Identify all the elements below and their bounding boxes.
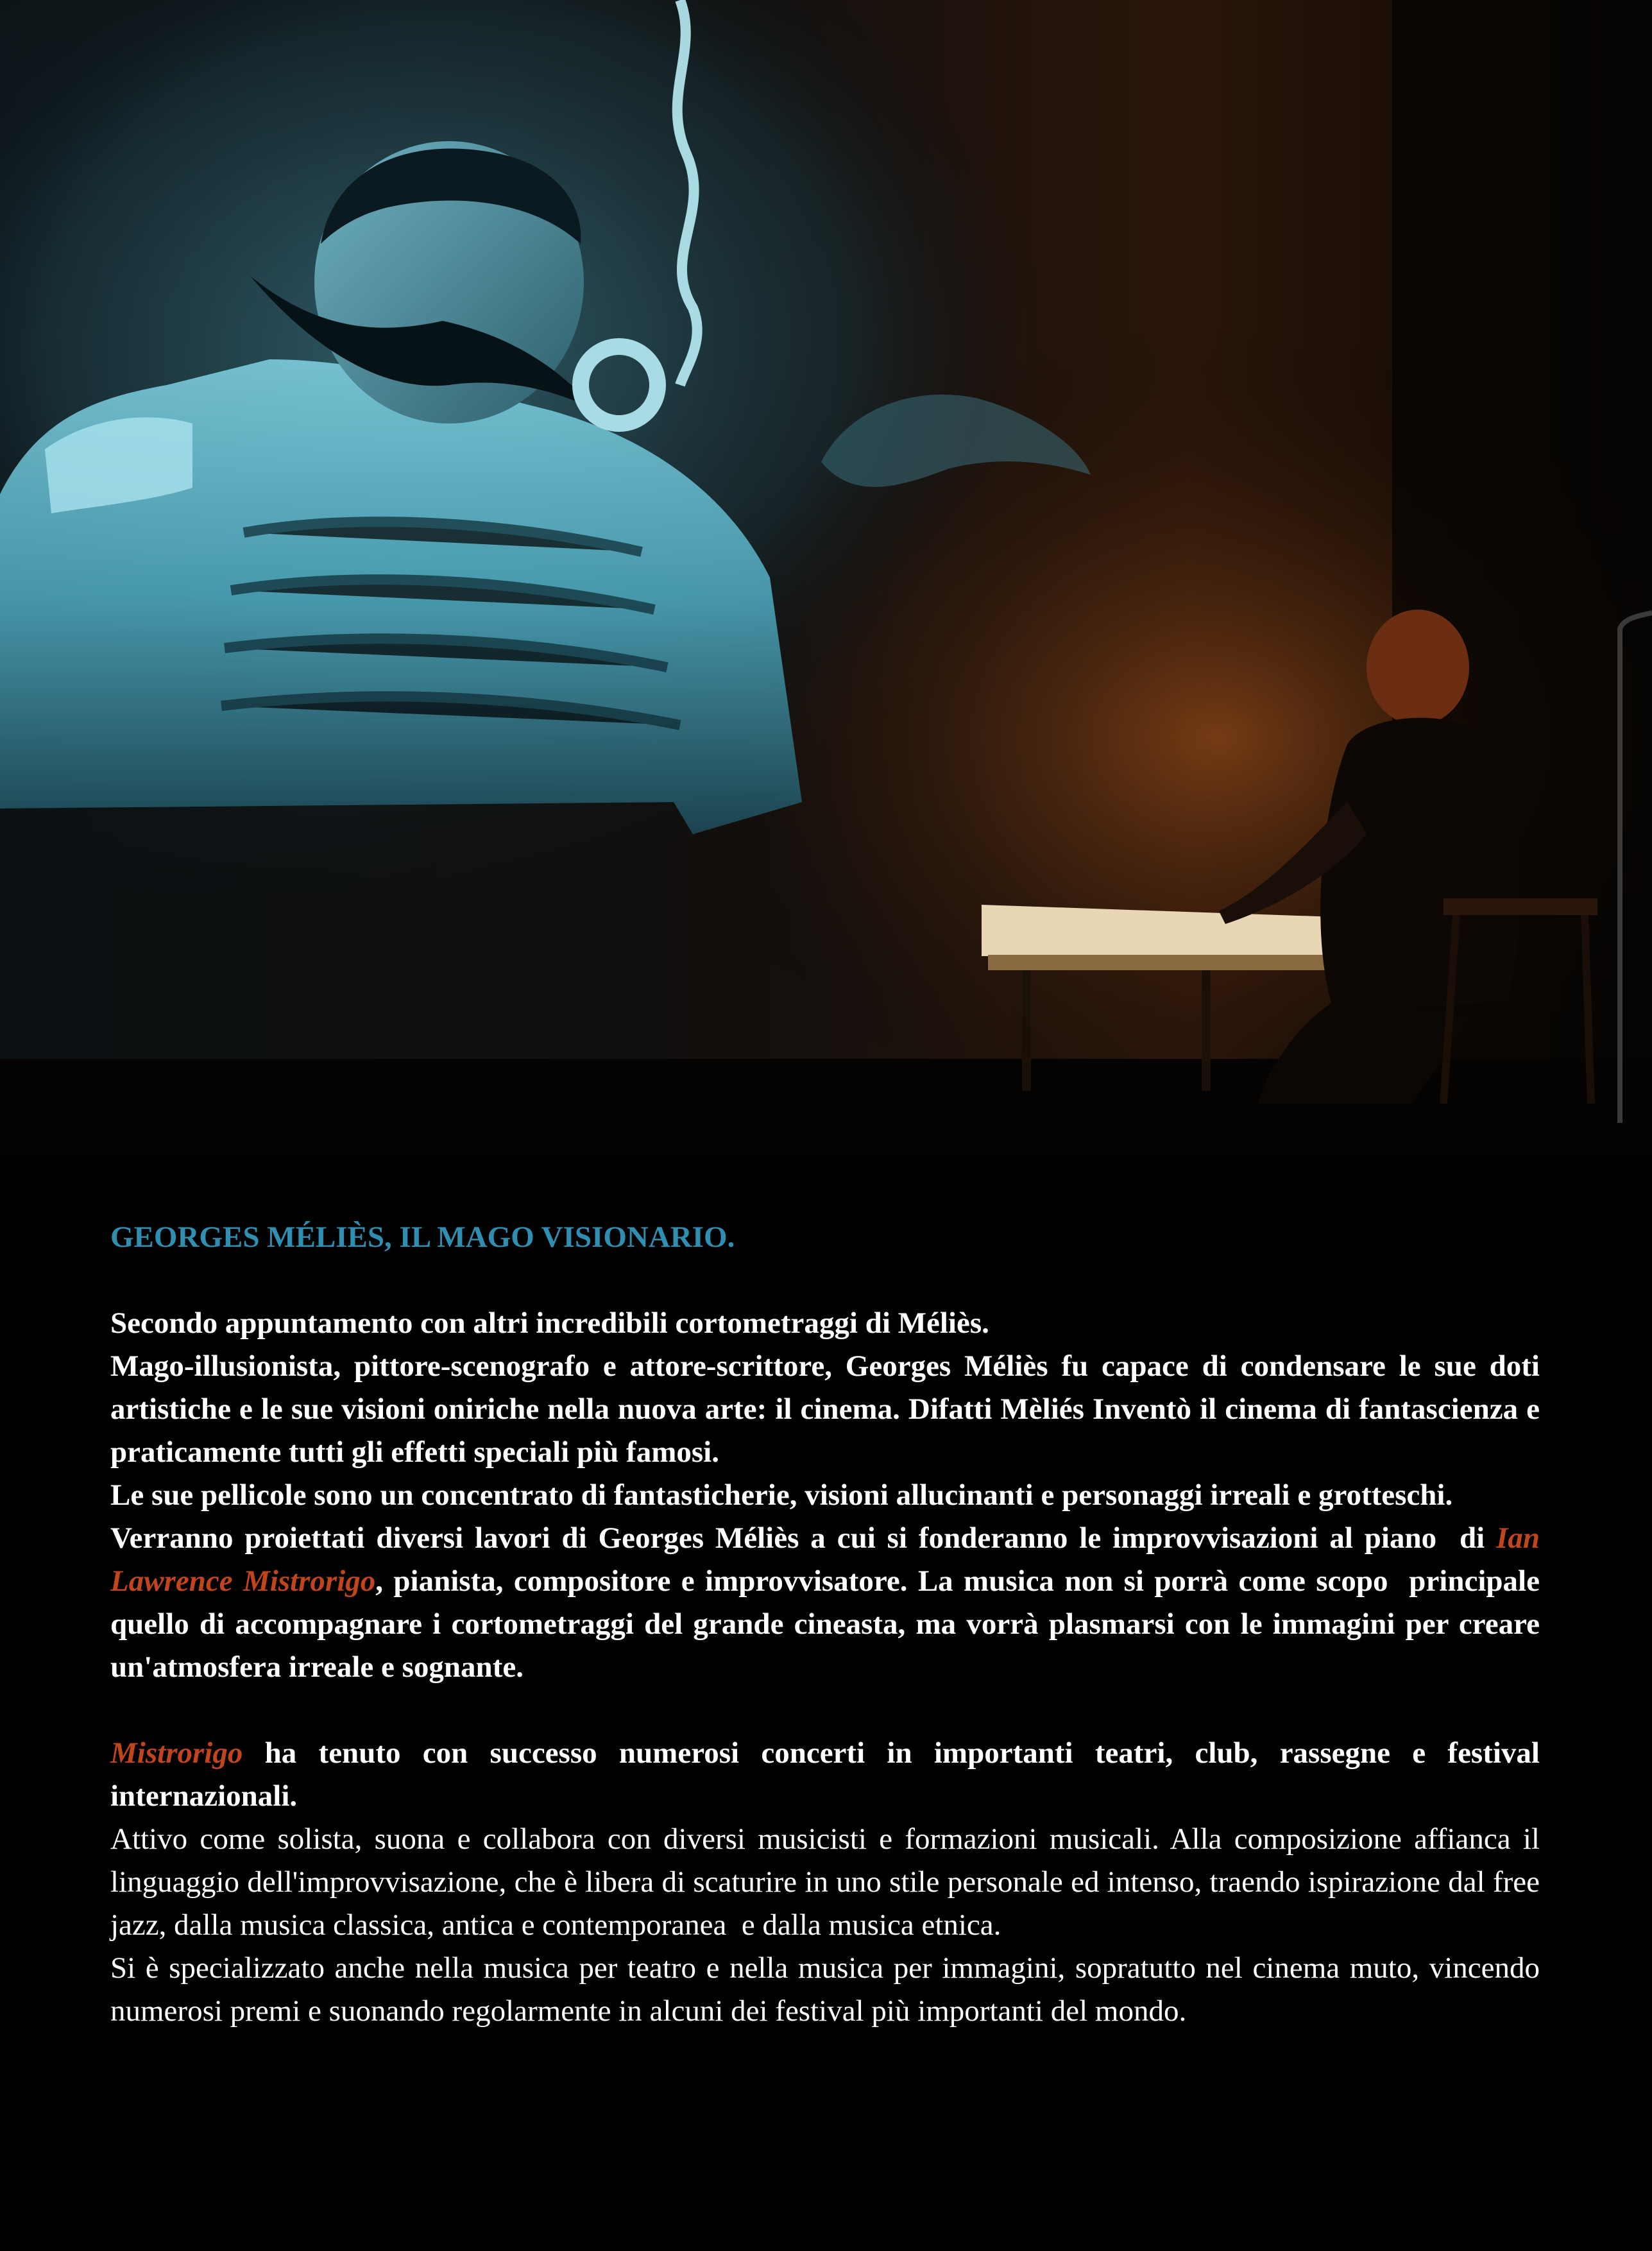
page-title: GEORGES MÉLIÈS, IL MAGO VISIONARIO. bbox=[110, 1220, 735, 1254]
intro-text: Secondo appuntamento con altri incredibili cortometraggi di Méliès. bbox=[110, 1306, 989, 1340]
artist-bio bbox=[110, 1818, 1547, 1947]
films-description bbox=[110, 1474, 1540, 1517]
artist-specialization-text: Si è specializzato anche nella musica per teatro e nella musica per immagini, sopratutto nel cinema muto, vincendo numerosi premi e suonando regolarmente in alcuni dei festival più importanti del mondo. bbox=[110, 1951, 1540, 2028]
melies-bio-text: Mago-illusionista, pittore-scenografo e attore-scrittore, Georges Méliès fu capace di condensare le sue doti artistiche e le sue visioni oniriche nella nuova arte: il cinema. Difatti Mèliés Inventò il cinema di fantascienza e praticamente tutti gli effetti speciali più famosi. bbox=[110, 1349, 1540, 1469]
artist-intro bbox=[110, 1732, 1540, 1818]
intro-line bbox=[110, 1302, 1540, 1345]
performance-text-after: , pianista, compositore e improvvisatore. La musica non si porrà come scopo principale quello di accompagnare i cortometraggi del grande cineasta, ma vorrà plasmarsi con le immagini per creare un'atmosfera irreale e sognante. bbox=[110, 1564, 1547, 1684]
artist-name-highlight: Ian Lawrence Mistrorigo bbox=[110, 1521, 1540, 1598]
artist-name: Mistrorigo bbox=[110, 1736, 243, 1770]
films-description-text: Le sue pellicole sono un concentrato di fantasticherie, visioni allucinanti e personaggi irreali e grotteschi. bbox=[110, 1478, 1453, 1512]
performance-text-before: Verranno proiettati diversi lavori di Georges Méliès a cui si fonderanno le improvvisazioni al piano di bbox=[110, 1521, 1497, 1555]
performance-description bbox=[110, 1517, 1547, 1689]
melies-bio bbox=[110, 1345, 1540, 1474]
artist-intro-text: ha tenuto con successo numerosi concerti in importanti teatri, club, rassegne e festival internazionali. bbox=[110, 1736, 1540, 1813]
artist-bio-text: Attivo come solista, suona e collabora con diversi musicisti e formazioni musicali. Alla composizione affianca il linguaggio dell'improvvisazione, che è libera di scaturire in uno stile personale ed intenso, traendo ispirazione dal free jazz, dalla musica classica, antica e contemporanea e dalla musica etnica. bbox=[110, 1822, 1547, 1942]
keyboard-front bbox=[988, 955, 1347, 970]
event-description bbox=[110, 1216, 1547, 2033]
artist-specialization bbox=[110, 1947, 1540, 2033]
